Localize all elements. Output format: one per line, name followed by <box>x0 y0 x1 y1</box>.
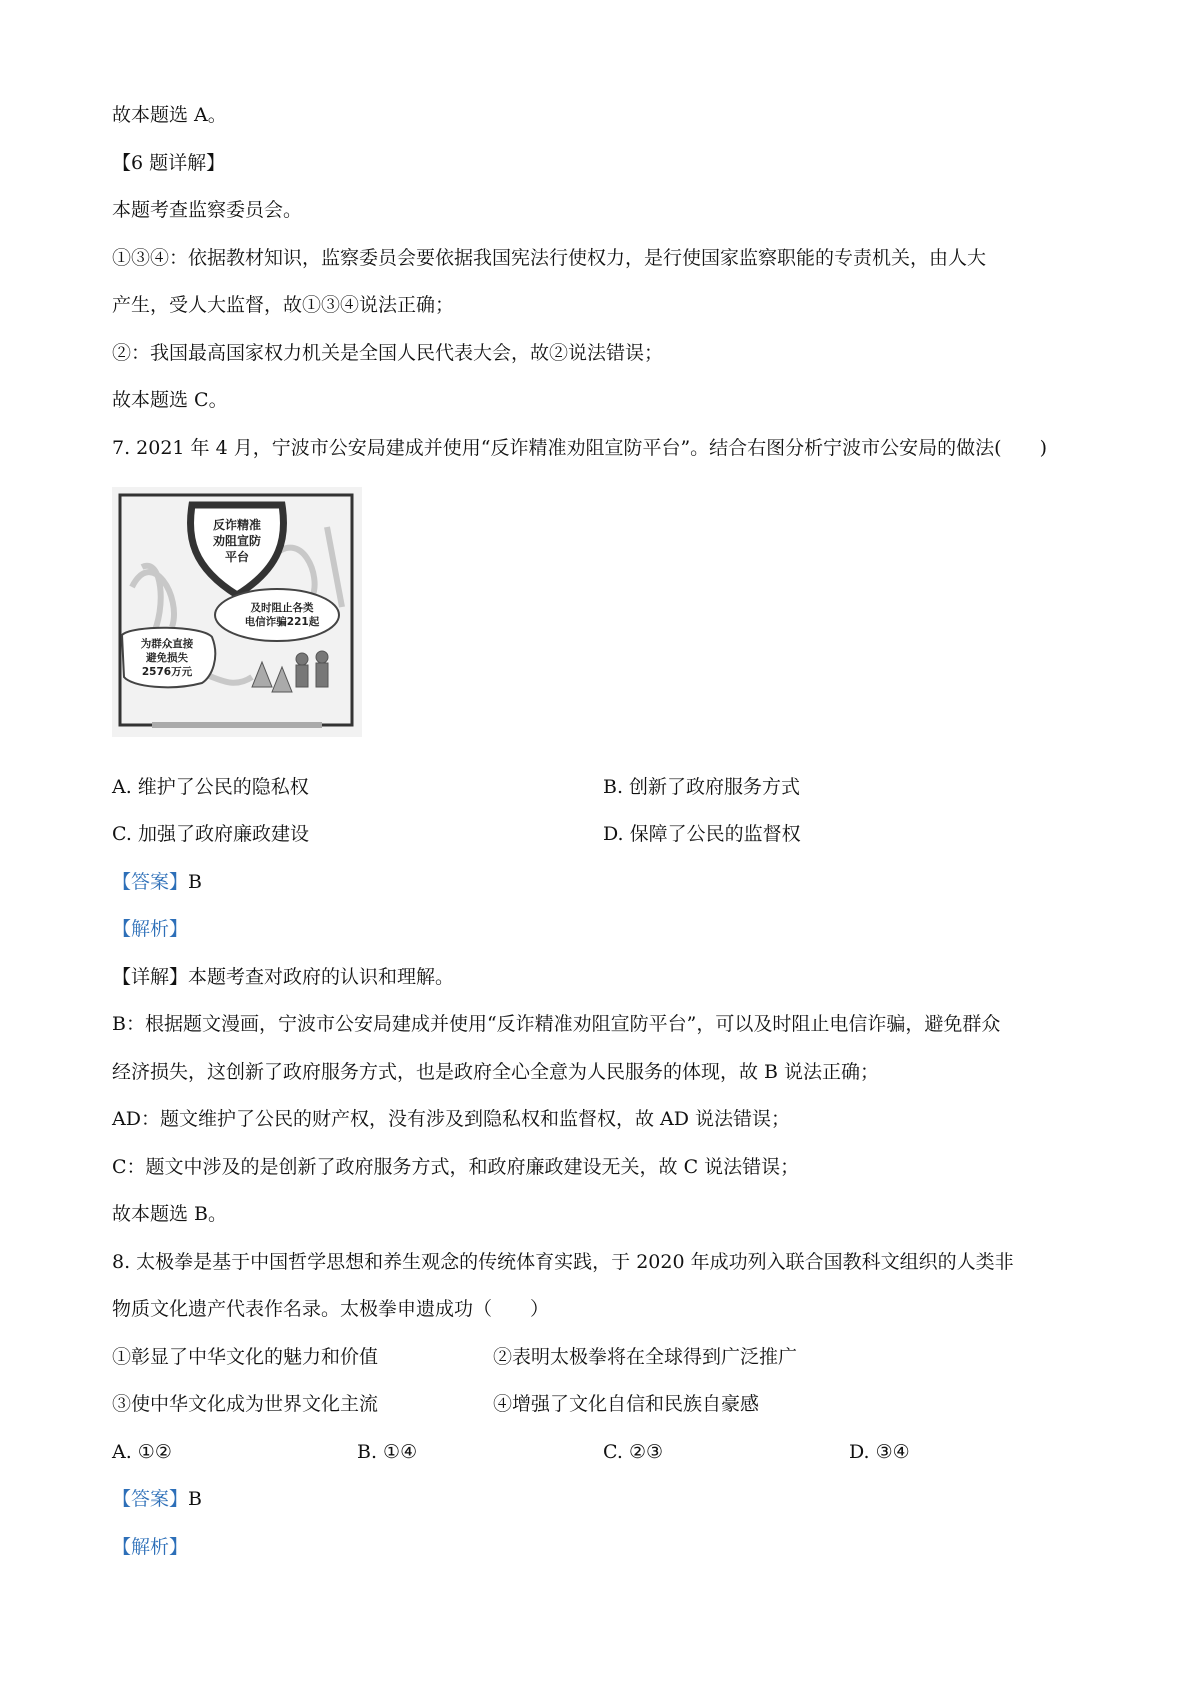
statement-1: ①彰显了中华文化的魅力和价值 <box>112 1346 379 1368</box>
q8-option-a[interactable]: A. ①② <box>112 1441 172 1463</box>
q8-option-d[interactable]: D. ③④ <box>849 1441 910 1463</box>
question-8-stem: 8. 太极拳是基于中国哲学思想和养生观念的传统体育实践，于 2020 年成功列入联合国教科文组织的人类非 <box>112 1251 1014 1273</box>
q8-option-b[interactable]: B. ①④ <box>357 1441 418 1463</box>
answer-value: B <box>188 1488 202 1510</box>
shield-text-3: 平台 <box>224 550 250 564</box>
analysis-tag: 【解析】 <box>112 918 189 940</box>
answer-line <box>112 868 202 896</box>
option-d[interactable]: D. 保障了公民的监督权 <box>603 823 801 845</box>
option-a[interactable]: A. 维护了公民的隐私权 <box>112 776 309 798</box>
bubble-left-text-3: 2576万元 <box>141 666 193 678</box>
q8-option-c[interactable]: C. ②③ <box>603 1441 664 1463</box>
speech-bubble-right <box>215 589 339 641</box>
answer-tag: 【答案】 <box>112 871 189 893</box>
option-c[interactable]: C. 加强了政府廉政建设 <box>112 823 309 845</box>
detail-line: 【详解】本题考查对政府的认识和理解。 <box>112 966 455 988</box>
detail-line: B：根据题文漫画，宁波市公安局建成并使用“反诈精准劝阻宣防平台”，可以及时阻止电信诈骗，避免群众 <box>112 1013 1001 1035</box>
shield-text-2: 劝阻宣防 <box>212 534 262 548</box>
conclusion-line: 故本题选 B。 <box>112 1203 228 1225</box>
answer-tag: 【答案】 <box>112 1488 189 1510</box>
question-8-stem: 物质文化遗产代表作名录。太极拳申遗成功（ ） <box>112 1298 550 1320</box>
statement-3: ③使中华文化成为世界文化主流 <box>112 1393 379 1415</box>
answer-line <box>112 1485 202 1513</box>
option-b[interactable]: B. 创新了政府服务方式 <box>603 776 801 798</box>
question-7-stem: 7. 2021 年 4 月，宁波市公安局建成并使用“反诈精准劝阻宣防平台”。结合右图分析宁波市公安局的做法( ) <box>112 437 1047 459</box>
detail-line: 经济损失，这创新了政府服务方式，也是政府全心全意为人民服务的体现，故 B 说法正确； <box>112 1061 880 1083</box>
shield-text-1: 反诈精准 <box>212 518 262 532</box>
statement-4: ④增强了文化自信和民族自豪感 <box>493 1393 760 1415</box>
analysis-tag: 【解析】 <box>112 1536 189 1558</box>
bubble-right-text-1: 及时阻止各类 <box>250 602 314 614</box>
bubble-right-text-2: 电信诈骗221起 <box>244 616 320 628</box>
conclusion-line: 故本题选 C。 <box>112 389 228 411</box>
statement-2: ②表明太极拳将在全球得到广泛推广 <box>493 1346 798 1368</box>
section-heading: 【6 题详解】 <box>112 152 226 174</box>
detail-line: C：题文中涉及的是创新了政府服务方式，和政府廉政建设无关，故 C 说法错误； <box>112 1156 800 1178</box>
explanation-line: 产生，受人大监督，故①③④说法正确； <box>112 294 455 316</box>
explanation-line: ①③④：依据教材知识，监察委员会要依据我国宪法行使权力，是行使国家监察职能的专责机关，由人大 <box>112 247 987 269</box>
answer-value: B <box>188 871 202 893</box>
explanation-line: ②：我国最高国家权力机关是全国人民代表大会，故②说法错误； <box>112 342 664 364</box>
cartoon-figure <box>112 487 362 737</box>
topic-line: 本题考查监察委员会。 <box>112 199 303 221</box>
detail-line: AD：题文维护了公民的财产权，没有涉及到隐私权和监督权，故 AD 说法错误； <box>112 1108 790 1130</box>
conclusion-line: 故本题选 A。 <box>112 104 227 126</box>
bubble-left-text-2: 避免损失 <box>146 652 188 664</box>
bubble-left-text-1: 为群众直接 <box>140 638 194 650</box>
